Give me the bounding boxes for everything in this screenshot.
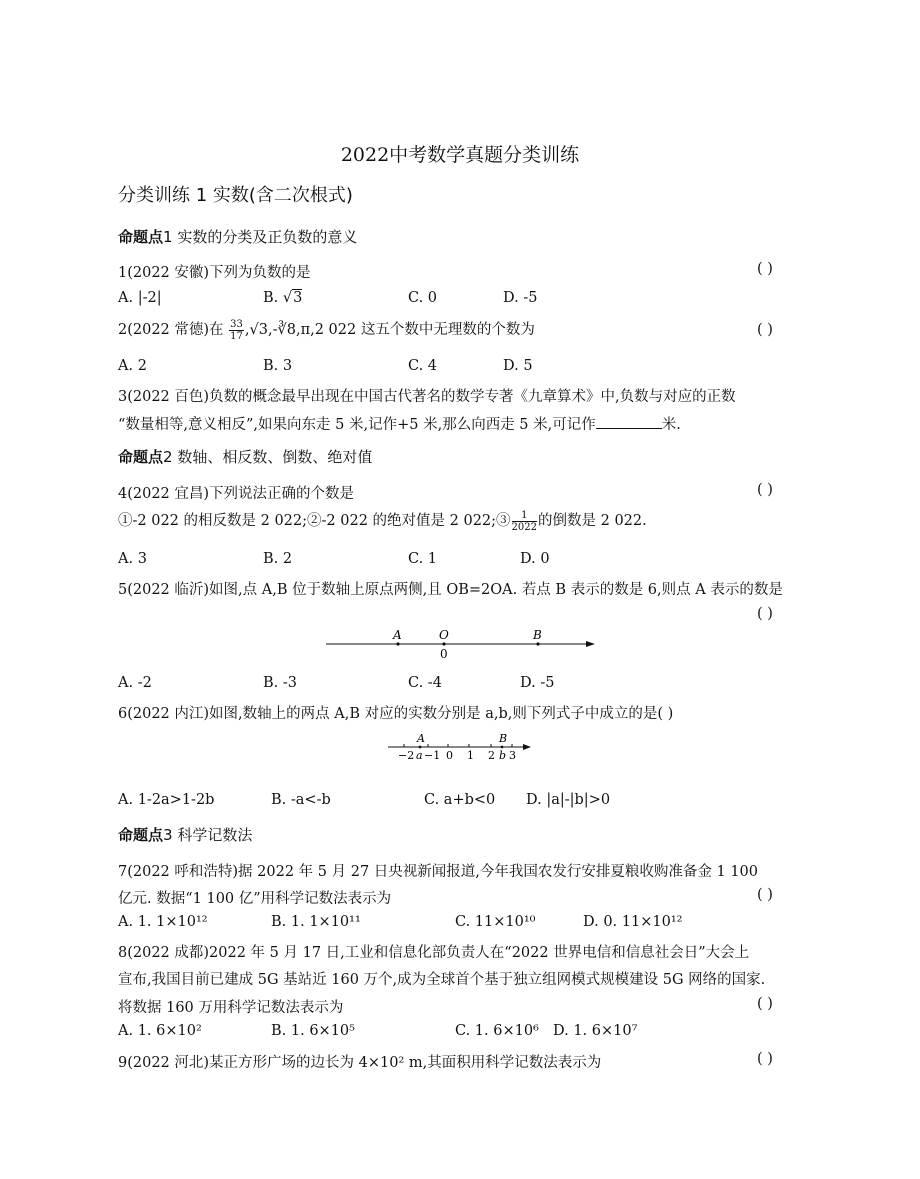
option-c: C. 1. 6×10⁶: [455, 1023, 539, 1039]
question-4-statements: [118, 509, 647, 533]
option-a: A. 1-2a>1-2b: [118, 792, 215, 808]
option-b: B. 2: [263, 551, 293, 567]
option-a: A. |-2|: [118, 290, 162, 306]
option-d: D. -5: [520, 675, 555, 691]
answer-paren: ( ): [757, 606, 773, 622]
option-a: A. 3: [118, 551, 147, 567]
answer-paren: ( ): [757, 261, 773, 277]
option-b: B. -3: [263, 675, 297, 691]
tick-label: 0: [446, 749, 453, 762]
q4-post: 的倒数是 2 022.: [538, 513, 647, 529]
fraction: [512, 510, 537, 533]
option-b: B. -a<-b: [271, 792, 331, 808]
topic-label: 命题点: [118, 826, 164, 844]
page-title: 2022中考数学真题分类训练: [340, 144, 580, 166]
option-a: A. 2: [118, 358, 147, 374]
number-line-figure-6: [384, 728, 544, 764]
section-heading: 分类训练 1 实数(含二次根式): [118, 185, 353, 206]
answer-paren: ( ): [757, 322, 773, 338]
radicand: 3: [293, 290, 303, 306]
option-c: C. 1: [408, 551, 438, 567]
option-a: A. -2: [118, 675, 152, 691]
fraction-denominator: 2022: [511, 521, 537, 533]
fraction-numerator: 33: [230, 318, 243, 330]
option-d: D. |a|-|b|>0: [526, 792, 611, 808]
question-9-stem: 9(2022 河北)某正方形广场的边长为 4×10² m,其面积用科学记数法表示为: [118, 1055, 602, 1071]
option-b: B. 1. 6×10⁵: [271, 1023, 355, 1039]
option-b: [263, 290, 302, 306]
tick-label: 1: [467, 749, 474, 762]
option-d: D. 0: [520, 551, 550, 567]
number-line-figure-5: [320, 626, 610, 666]
topic-heading-1: [118, 226, 357, 247]
topic-text: 2 数轴、相反数、倒数、绝对值: [163, 448, 373, 466]
option-a: A. 1. 1×10¹²: [118, 914, 208, 930]
topic-heading-3: [118, 824, 252, 845]
option-d: D. 5: [503, 358, 533, 374]
tick-label: −1: [424, 749, 441, 762]
q4-pre: ①-2 022 的相反数是 2 022;②-2 022 的绝对值是 2 022;③: [118, 513, 511, 529]
question-8-line-3: 将数据 160 万用科学记数法表示为: [118, 1000, 344, 1016]
option-c: C. -4: [408, 675, 442, 691]
tick-label: a: [416, 749, 423, 762]
option-b: B. 1. 1×10¹¹: [271, 914, 361, 930]
topic-heading-2: [118, 446, 372, 467]
option-c: C. 11×10¹⁰: [455, 914, 536, 930]
option-b-prefix: B. √: [263, 290, 293, 306]
option-d: D. 1. 6×10⁷: [553, 1023, 638, 1039]
answer-paren: ( ): [757, 482, 773, 498]
q2-pre: 2(2022 常德)在: [118, 322, 229, 338]
tick-label: 3: [509, 749, 516, 762]
point-a-label: A: [417, 732, 425, 745]
point-a-label: A: [393, 628, 402, 642]
point-b-label: B: [499, 732, 508, 745]
option-c: C. a+b<0: [424, 792, 496, 808]
answer-paren: ( ): [757, 996, 773, 1012]
question-8-line-2: 宣布,我国目前已建成 5G 基站近 160 万个,成为全球首个基于独立组网模式规模建设 5G 网络的国家.: [118, 972, 766, 988]
q2-rest: ,√3,-∛8,π,2 022 这五个数中无理数的个数为: [244, 322, 535, 338]
answer-blank[interactable]: [596, 416, 662, 429]
option-c: C. 4: [408, 358, 438, 374]
option-a: A. 1. 6×10²: [118, 1023, 202, 1039]
tick-label: b: [499, 749, 507, 762]
topic-label: 命题点: [118, 448, 164, 466]
tick-label: 2: [488, 749, 495, 762]
point-b-label: B: [533, 628, 542, 642]
question-3-line-1: 3(2022 百色)负数的概念最早出现在中国古代著名的数学专著《九章算术》中,负数与对应的正数: [118, 389, 736, 405]
topic-label: 命题点: [118, 228, 164, 246]
question-1-stem: 1(2022 安徽)下列为负数的是: [118, 265, 311, 281]
option-c: C. 0: [408, 290, 438, 306]
question-7-line-2: 亿元. 数据“1 100 亿”用科学记数法表示为: [118, 891, 392, 907]
point-o-label: O: [439, 628, 449, 642]
question-4-stem: 4(2022 宜昌)下列说法正确的个数是: [118, 486, 355, 502]
q3-unit: 米.: [661, 417, 681, 433]
fraction-denominator: 17: [230, 330, 243, 342]
question-5-stem: 5(2022 临沂)如图,点 A,B 位于数轴上原点两侧,且 OB=2OA. 若点 B 表示的数是 6,则点 A 表示的数是: [118, 582, 783, 598]
topic-text: 1 实数的分类及正负数的意义: [163, 228, 358, 246]
origin-label: 0: [440, 647, 448, 661]
question-2-stem: [118, 318, 535, 342]
q3-text: “数量相等,意义相反”,如果向东走 5 米,记作+5 米,那么向西走 5 米,可记作: [118, 417, 596, 433]
question-7-line-1: 7(2022 呼和浩特)据 2022 年 5 月 27 日央视新闻报道,今年我国农发行安排夏粮收购准备金 1 100: [118, 864, 759, 880]
option-d: D. 0. 11×10¹²: [583, 914, 683, 930]
option-b: B. 3: [263, 358, 293, 374]
option-d: D. -5: [503, 290, 538, 306]
topic-text: 3 科学记数法: [163, 826, 253, 844]
question-6-stem: 6(2022 内江)如图,数轴上的两点 A,B 对应的实数分别是 a,b,则下列式子中成立的是( ): [118, 706, 674, 722]
answer-paren: ( ): [757, 887, 773, 903]
question-8-line-1: 8(2022 成都)2022 年 5 月 17 日,工业和信息化部负责人在“2022 世界电信和信息社会日”大会上: [118, 945, 750, 961]
fraction: [229, 319, 244, 342]
question-3-line-2: [118, 413, 681, 434]
answer-paren: ( ): [757, 1051, 773, 1067]
fraction-numerator: 1: [512, 510, 537, 522]
tick-label: −2: [398, 749, 415, 762]
